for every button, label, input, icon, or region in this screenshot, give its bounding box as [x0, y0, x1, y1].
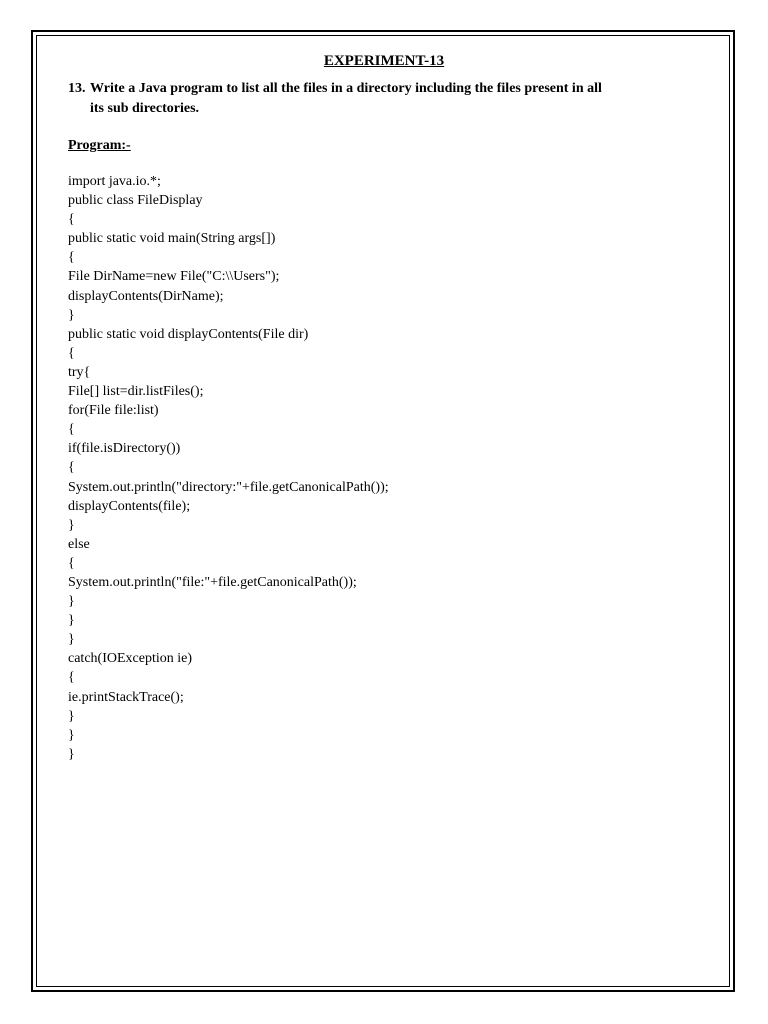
code-line: public static void main(String args[])	[68, 231, 276, 247]
code-line: {	[68, 345, 75, 361]
code-line: if(file.isDirectory())	[68, 441, 181, 457]
code-line: catch(IOException ie)	[68, 651, 192, 667]
code-line: }	[68, 594, 75, 610]
code-line: try{	[68, 364, 91, 380]
code-line: ie.printStackTrace();	[68, 689, 184, 705]
code-line: import java.io.*;	[68, 174, 161, 189]
program-heading: Program:-	[68, 138, 131, 153]
code-line: }	[68, 613, 75, 629]
code-line: displayContents(DirName);	[68, 288, 224, 304]
code-line: for(File file:list)	[68, 403, 159, 419]
code-line: }	[68, 708, 75, 724]
question-text-line-1: Write a Java program to list all the files in a directory including the files present in all	[90, 81, 602, 96]
code-line: displayContents(file);	[68, 498, 191, 514]
code-line: }	[68, 517, 75, 533]
code-line: }	[68, 727, 75, 743]
code-line: {	[68, 250, 75, 266]
code-line: {	[68, 670, 75, 686]
code-line: public static void displayContents(File dir)	[68, 326, 309, 342]
question-text	[68, 79, 688, 119]
question-number: 13.	[68, 81, 86, 96]
code-line: {	[68, 555, 75, 571]
code-line: }	[68, 746, 75, 762]
code-line: }	[68, 307, 75, 323]
code-line: public class FileDisplay	[68, 193, 203, 209]
page-title: EXPERIMENT-13	[323, 53, 445, 69]
code-line: }	[68, 632, 75, 648]
code-line: System.out.println("file:"+file.getCanonicalPath());	[68, 574, 357, 590]
question-line-1	[68, 79, 688, 99]
code-line: System.out.println("directory:"+file.getCanonicalPath());	[68, 479, 389, 495]
code-line: File DirName=new File("C:\\Users");	[68, 269, 280, 285]
question-text-line-2: its sub directories.	[90, 101, 200, 116]
code-line: File[] list=dir.listFiles();	[68, 384, 204, 400]
code-line: {	[68, 422, 75, 438]
code-line: {	[68, 212, 75, 228]
code-block	[68, 172, 389, 764]
code-line: {	[68, 460, 75, 476]
code-line: else	[68, 536, 90, 552]
